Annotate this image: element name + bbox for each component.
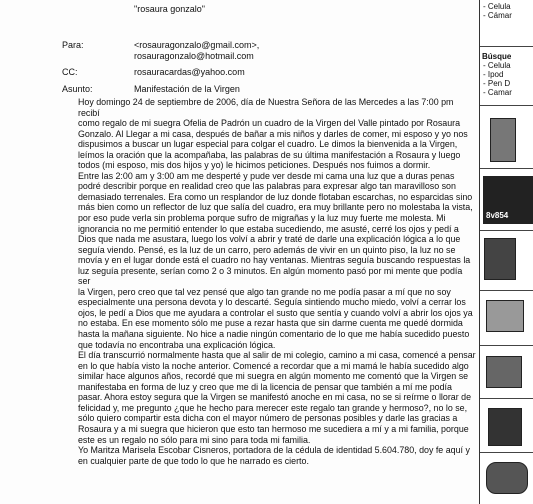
body-line: ojos, le pedí a Dios que me ayudara a controlar el susto que sentía y cuando volví a abrir los ojos ya [78,307,473,318]
body-line: felicidad y, me pregunto ¿que he hecho para merecer este regalo tan grande y hermoso?, no lo se, [78,402,468,413]
message-body [78,97,476,466]
product-thumbnail[interactable] [484,238,516,280]
cc-label: CC: [62,67,78,77]
body-line: Dios que nada me asustara, luego los volví a abrir y traté de darle una explicación lógica a lo que [78,234,461,245]
body-line: todos (mi esposo, mis dos hijos y yo) le hicimos peticiones. Después nos fuimos a dormir. [78,160,431,171]
product-thumbnail[interactable] [490,118,516,162]
divider [480,168,533,169]
sidebar-link[interactable]: - Cámar [483,11,512,20]
body-line: similar hace algunos años, recordé que mi suegra en algún momento me comentó que la Virgen se [78,371,469,382]
body-line: movía y en el lugar donde está el cuadro no hay ventanas. Mientras seguía buscando respuestas la [78,255,471,266]
body-line: Entre las 2:00 am y 3:00 am me desperté y pude ver desde mi cama una luz que a duras penas [78,170,455,181]
body-line: la Virgen, pero creo que tal vez pensé que algo tan grande no me podía pasar a mí que no soy [78,286,451,297]
body-line: que todavía no encontraba una explicación lógica. [78,339,276,350]
body-line: luz seguía presente, serían como 2 o 3 minutos. En algún momento pasó por mi mente que podía ser [78,265,463,287]
body-line: Yo Maritza Marisela Escobar Cisneros, portadora de la cédula de identidad 5.604.780, doy fe aquí y [78,445,470,456]
body-line: por eso pude verla sin problema porque sufro de migrañas y la luz muy fuerte me molesta. Mi [78,213,446,224]
body-line: dispusimos a buscar un lugar especial para colgar el cuadro. Le dimos la bienvenida a la Virgen, [78,139,458,150]
cc-email[interactable]: rosauracardas@yahoo.com [134,67,245,77]
body-line: demasiado terrenales. Era como un resplandor de luz donde flotaban escarchas, no esparcidas sino [78,191,473,202]
product-thumbnail[interactable] [486,356,522,388]
product-thumbnail[interactable] [488,408,522,446]
para-email-1[interactable]: <rosauragonzalo@gmail.com>, [134,40,260,50]
divider [480,46,533,47]
body-line: Hoy domingo 24 de septiembre de 2006, día de Nuestra Señora de las Mercedes a las 7:00 pm recibí [78,97,454,118]
body-line: ignorancia no me permitió entender lo que estaba sucediendo, me asusté, cerré los ojos y pedí a [78,223,459,234]
body-line: Gonzalo. Al Llegar a mi casa, después de bañar a mis niños y darles de comer, mi esposo y yo nos [78,128,468,139]
divider [480,230,533,231]
product-thumbnail[interactable] [486,300,524,332]
body-line: especialmente una persona devota y lo descarté. Seguía sintiendo mucho miedo, volví a cerrar los [78,297,466,308]
subject-text: Manifestación de la Virgen [134,84,240,94]
sidebar-link[interactable]: - Camar [483,88,512,97]
sidebar-link[interactable]: - Ipod [483,70,504,79]
body-line: seguía viendo. Pensé, es la luz de un carro, pero además de vivir en un quinto piso, la luz no se [78,244,456,255]
divider [480,290,533,291]
asunto-label: Asunto: [62,84,93,94]
product-thumbnail[interactable] [483,176,533,224]
para-email-2[interactable]: rosauragonzalo@hotmail.com [134,51,254,61]
sidebar-link[interactable]: - Celula [483,2,511,11]
search-section-title: Búsque [482,52,512,61]
para-name: "rosaura gonzalo" [134,4,205,14]
ad-sidebar [479,0,533,504]
divider [480,345,533,346]
body-line: sólo quiero compartir esta dicha con el mayor número de personas posibles y darle las gracias a [78,413,458,424]
sidebar-link[interactable]: - Celula [483,61,511,70]
body-line: pasar. Ahora estoy segura que la Virgen se manifestó anoche en mi casa, no se si reírme o llorar de [78,392,472,403]
body-line: más bien como un reflector de luz que salía del cuadro, era muy brillante pero no molestaba la vista, [78,202,473,213]
para-label: Para: [62,40,84,50]
body-line: en cualquier parte de que todo lo que he narrado es cierto. [78,455,309,466]
divider [480,105,533,106]
body-line: podré describir porque en realidad creo que las palabras para expresar algo tan maravilloso son [78,181,456,192]
body-line: hasta la mañana siguiente. No hice a nadie ningún comentario de lo que me había sucedido puesto [78,329,470,340]
body-line: este es un regalo no sólo para mi sino para toda mi familia. [78,434,311,445]
product-thumbnail[interactable] [486,462,528,494]
sidebar-link[interactable]: - Pen D [483,79,511,88]
body-line: no estaba. En ese momento sólo me puse a rezar hasta que sin darme cuenta me quedé dormida [78,318,463,329]
divider [480,398,533,399]
body-line: El día transcurrió normalmente hasta que al salir de mi colegio, camino a mi casa, comencé a pensar [78,350,476,361]
divider [480,452,533,453]
body-line: leímos la oración que la acompañaba, las palabras de su última manifestación a Rosaura y luego [78,149,461,160]
body-line: como regalo de mi suegra Ofelia de Padrón un cuadro de la Virgen del Valle pintado por Rosaura [78,118,461,129]
body-line: manifestaba en forma de luz y creo que me di la licencia de pensar que también a mí me podía [78,381,452,392]
thumbnail-caption: 8v854 [486,211,509,220]
body-line: Rosaura y a mi suegra que hicieron que esto tan hermoso me sucediera a mí y a mi familia, porque [78,423,469,434]
body-line: en lo que había visto la noche anterior. Comencé a recordar que a mi mamá le había sucedido algo [78,360,469,371]
